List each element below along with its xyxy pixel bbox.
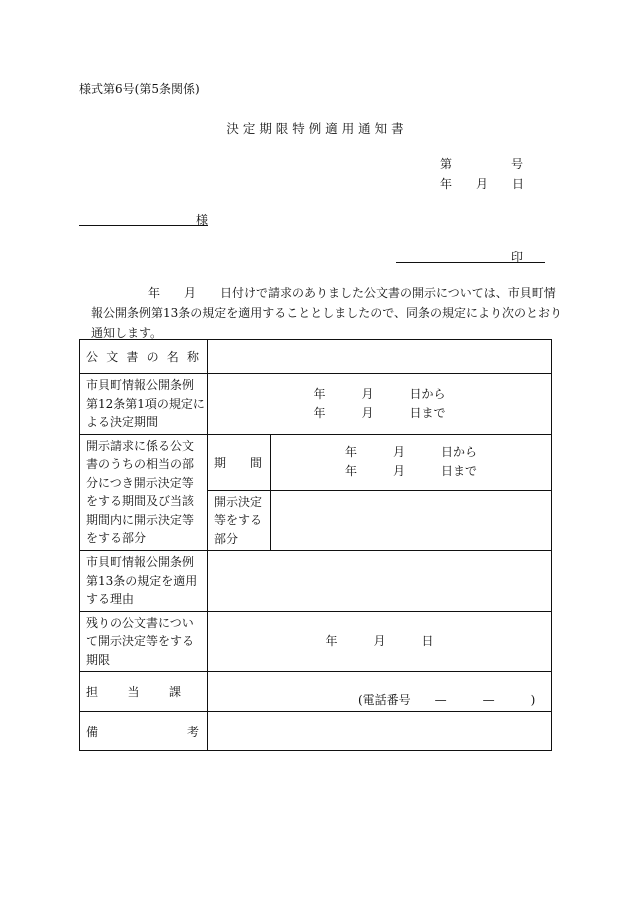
label-decision-part: 開示決定 等をする 部分 bbox=[208, 490, 271, 551]
value-remarks[interactable] bbox=[208, 712, 552, 751]
rule12-to-date: 年 月 日まで bbox=[313, 405, 446, 420]
label-department: 担 当 課 bbox=[80, 672, 208, 712]
label-remarks: 備 考 bbox=[80, 712, 208, 751]
value-remaining-deadline[interactable] bbox=[208, 611, 552, 672]
label-remaining-deadline: 残りの公文書につい て開示決定等をする 期限 bbox=[80, 611, 208, 672]
notice-table bbox=[79, 339, 552, 751]
phone-number: (電話番号 — — ) bbox=[358, 693, 536, 707]
value-period[interactable] bbox=[271, 434, 552, 490]
label-document-name: 公 文 書 の 名 称 bbox=[80, 340, 208, 374]
period-from-date: 年 月 日から bbox=[344, 445, 477, 459]
addressee-name-line[interactable] bbox=[79, 212, 208, 226]
label-partial-decision: 開示請求に係る公文 書のうちの相当の部 分につき開示決定等 をする期間及び当該 期間内に開示決定等 をする部分 bbox=[80, 434, 208, 551]
value-rule12-period[interactable] bbox=[208, 374, 552, 435]
body-line-1: 年 月 日付けで請求のありました公文書の開示については、市貝町情 bbox=[148, 286, 556, 300]
value-decision-part[interactable] bbox=[271, 490, 552, 551]
label-period: 期 間 bbox=[208, 434, 271, 490]
label-rule12-period: 市貝町情報公開条例 第12条第1項の規定に よる決定期間 bbox=[80, 374, 208, 435]
body-line-2: 報公開条例第13条の規定を適用することとしましたので、同条の規定により次のとおり bbox=[91, 306, 563, 320]
rule12-from-date: 年 月 日から bbox=[313, 386, 446, 401]
document-title: 決 定 期 限 特 例 適 用 通 知 書 bbox=[226, 121, 404, 136]
doc-number-prefix: 第 bbox=[440, 157, 453, 171]
row-rule13-reason bbox=[80, 551, 552, 612]
remaining-date: 年 月 日 bbox=[325, 633, 434, 648]
row-department bbox=[80, 672, 552, 712]
period-to-date: 年 月 日まで bbox=[344, 464, 477, 478]
value-department[interactable] bbox=[208, 672, 552, 712]
row-remarks bbox=[80, 712, 552, 751]
value-rule13-reason[interactable] bbox=[208, 551, 552, 612]
body-line-3: 通知します。 bbox=[91, 326, 163, 340]
issue-date: 年 月 日 bbox=[440, 177, 525, 191]
row-document-name bbox=[80, 340, 552, 374]
doc-number-suffix: 号 bbox=[511, 157, 524, 171]
label-rule13-reason: 市貝町情報公開条例 第13条の規定を適用 する理由 bbox=[80, 551, 208, 612]
seal-mark: 印 bbox=[511, 250, 524, 264]
row-rule12-period bbox=[80, 374, 552, 435]
value-document-name[interactable] bbox=[208, 340, 552, 374]
row-remaining-deadline bbox=[80, 611, 552, 672]
form-number: 様式第6号(第5条関係) bbox=[79, 82, 200, 96]
row-partial-period bbox=[80, 434, 552, 490]
addressee-honorific: 様 bbox=[196, 213, 209, 227]
